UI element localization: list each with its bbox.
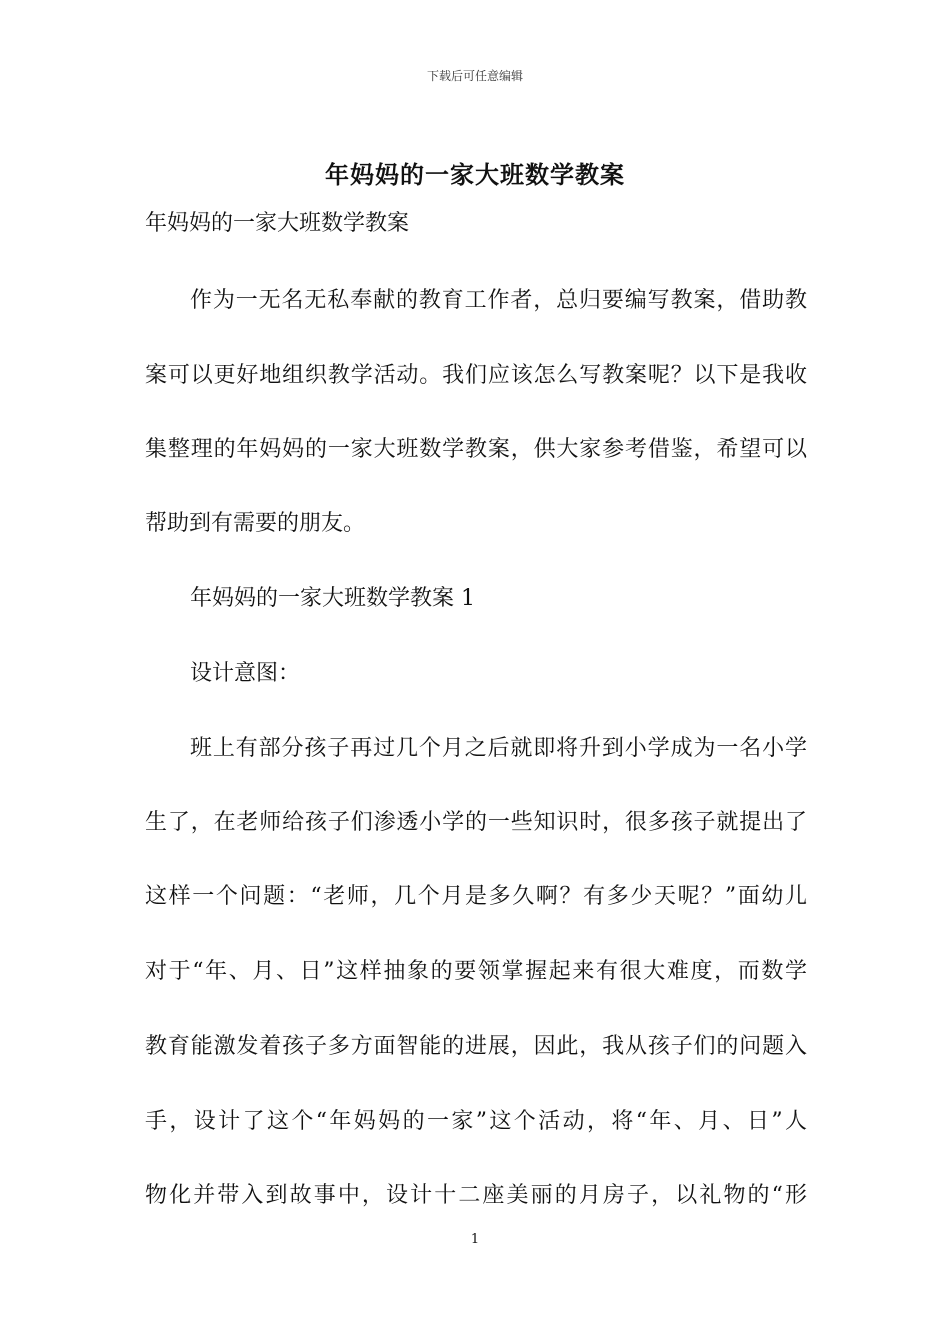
intro-line-1: 作为一无名无私奉献的教育工作者，总归要编写教案，借助教 [190, 288, 807, 313]
page-header-note: 下载后可任意编辑 [426, 69, 523, 83]
design-line-6: 手，设计了这个“年妈妈的一家”这个活动，将“年、月、日”人 [145, 1109, 807, 1134]
design-line-7: 物化并带入到故事中，设计十二座美丽的月房子，以礼物的“形 [145, 1183, 807, 1208]
design-line-4: 对于“年、月、日”这样抽象的要领掌握起来有很大难度，而数学 [145, 959, 807, 984]
intro-line-4: 帮助到有需要的朋友。 [145, 511, 366, 536]
document-subtitle: 年妈妈的一家大班数学教案 [145, 211, 410, 236]
page-number: 1 [470, 1232, 480, 1247]
section-heading: 年妈妈的一家大班数学教案 1 [190, 586, 475, 611]
design-line-2: 生了，在老师给孩子们渗透小学的一些知识时，很多孩子就提出了 [145, 810, 807, 835]
intro-line-3: 集整理的年妈妈的一家大班数学教案，供大家参考借鉴，希望可以 [145, 437, 807, 462]
intro-line-2: 案可以更好地组织教学活动。我们应该怎么写教案呢？以下是我收 [145, 363, 807, 388]
design-heading: 设计意图： [190, 661, 301, 686]
design-line-3: 这样一个问题：“老师，几个月是多久啊？有多少天呢？”面幼儿 [145, 884, 807, 909]
design-line-1: 班上有部分孩子再过几个月之后就即将升到小学成为一名小学 [190, 736, 807, 761]
design-line-5: 教育能激发着孩子多方面智能的进展，因此，我从孩子们的问题入 [145, 1034, 807, 1059]
document-title: 年妈妈的一家大班数学教案 [325, 160, 625, 189]
